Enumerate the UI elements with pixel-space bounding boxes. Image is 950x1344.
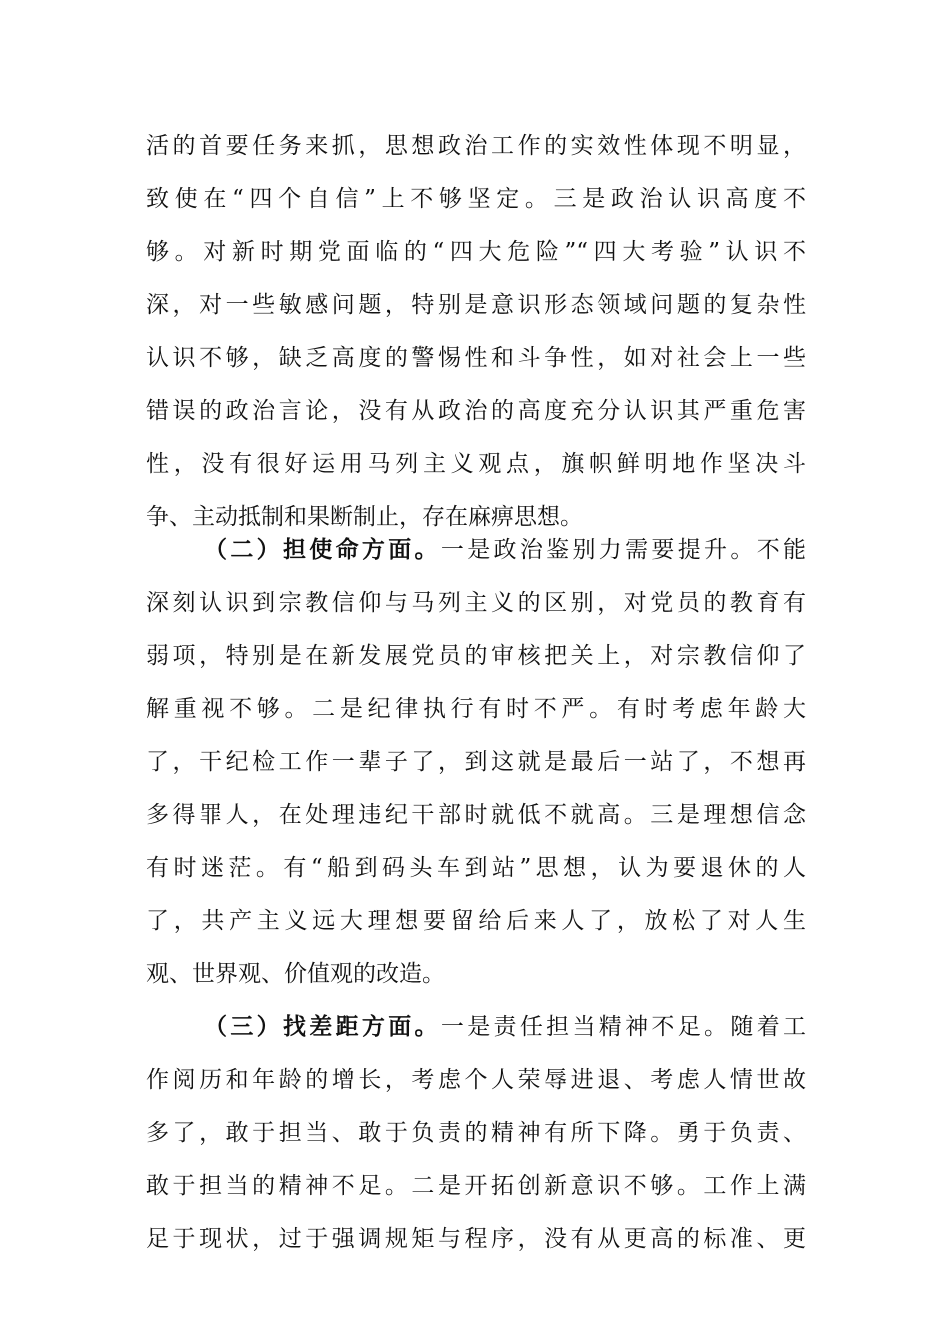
text-line: 多了，敢于担当、敢于负责的精神有所下降。勇于负责、 bbox=[146, 1120, 806, 1146]
text-line: 深刻认识到宗教信仰与马列主义的区别，对党员的教育有 bbox=[146, 590, 806, 616]
text-line: 敢于担当的精神不足。二是开拓创新意识不够。工作上满 bbox=[146, 1173, 806, 1199]
text-line: 了，干纪检工作一辈子了，到这就是最后一站了，不想再 bbox=[146, 749, 806, 775]
text-line: 认识不够，缺乏高度的警惕性和斗争性，如对社会上一些 bbox=[146, 345, 806, 371]
text-span: 一是政治鉴别力需要提升。不能 bbox=[440, 537, 807, 563]
section-heading: （三）找差距方面。 bbox=[204, 1014, 441, 1040]
text-line: 了，共产主义远大理想要留给后来人了，放松了对人生 bbox=[146, 908, 806, 934]
text-line: 多得罪人，在处理违纪干部时就低不就高。三是理想信念 bbox=[146, 802, 806, 828]
text-line: 活的首要任务来抓，思想政治工作的实效性体现不明显， bbox=[146, 133, 806, 159]
text-line: 作阅历和年龄的增长，考虑个人荣辱进退、考虑人情世故 bbox=[146, 1067, 806, 1093]
text-line: 弱项，特别是在新发展党员的审核把关上，对宗教信仰了 bbox=[146, 643, 806, 669]
text-line: 性，没有很好运用马列主义观点，旗帜鲜明地作坚决斗 bbox=[146, 451, 806, 477]
text-line: 致使在“四个自信”上不够坚定。三是政治认识高度不 bbox=[146, 186, 806, 212]
text-span: 一是责任担当精神不足。随着工 bbox=[440, 1014, 807, 1040]
text-line: 够。对新时期党面临的“四大危险”“四大考验”认识不 bbox=[146, 239, 806, 265]
text-line: 有时迷茫。有“船到码头车到站”思想，认为要退休的人 bbox=[146, 855, 806, 881]
text-line: 争、主动抵制和果断制止，存在麻痹思想。 bbox=[146, 504, 583, 530]
text-line: 观、世界观、价值观的改造。 bbox=[146, 961, 445, 987]
text-line: 错误的政治言论，没有从政治的高度充分认识其严重危害 bbox=[146, 398, 806, 424]
paragraph-first-line bbox=[204, 525, 806, 575]
text-line: 深，对一些敏感问题，特别是意识形态领域问题的复杂性 bbox=[146, 292, 806, 318]
paragraph-first-line bbox=[204, 1002, 806, 1052]
section-heading: （二）担使命方面。 bbox=[204, 537, 441, 563]
text-line: 足于现状，过于强调规矩与程序，没有从更高的标准、更 bbox=[146, 1226, 806, 1252]
text-line: 解重视不够。二是纪律执行有时不严。有时考虑年龄大 bbox=[146, 696, 806, 722]
